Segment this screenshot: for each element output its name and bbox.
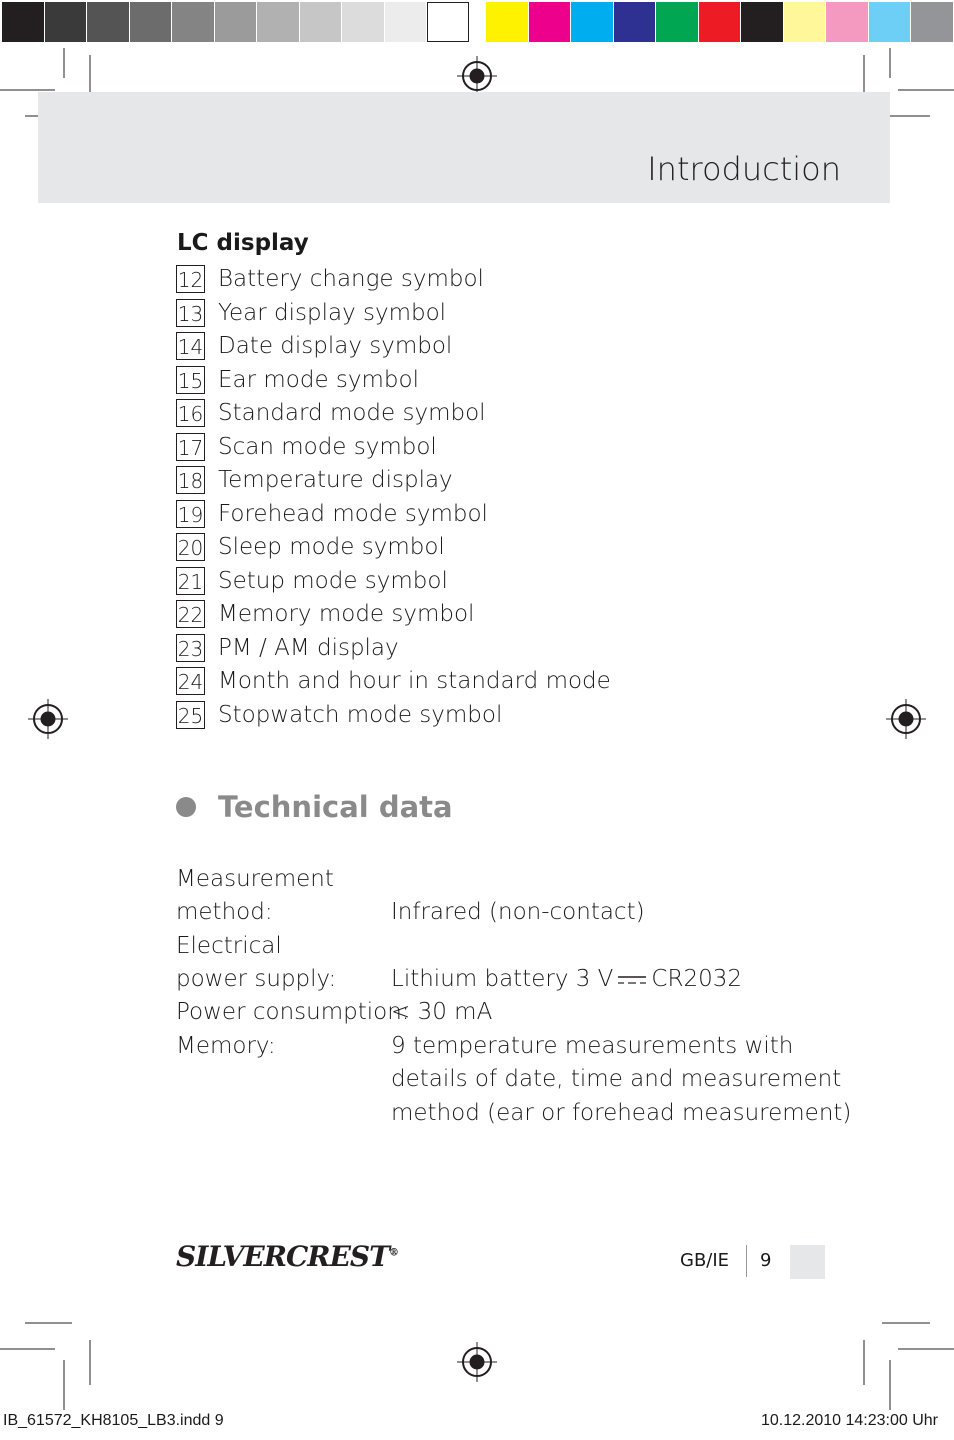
page-number: 9 [760, 1250, 772, 1271]
memory-value-line-3: method (ear or forehead measurement) [391, 1100, 852, 1126]
list-item [176, 465, 453, 495]
item-label: Ear mode symbol [218, 366, 419, 393]
brand-logo [176, 1240, 398, 1273]
list-item [176, 499, 488, 529]
item-number-box: 23 [176, 634, 205, 662]
list-item [176, 432, 437, 462]
dc-symbol-icon [617, 974, 647, 986]
item-label: Stopwatch mode symbol [218, 701, 503, 728]
registration-mark-top [457, 56, 497, 96]
item-label: Setup mode symbol [218, 567, 448, 594]
item-label: Sleep mode symbol [218, 534, 445, 560]
list-item [176, 298, 446, 328]
trademark-symbol: ® [388, 1247, 398, 1259]
power-label-1: Electrical [176, 933, 282, 959]
measurement-label-1: Measurement [176, 866, 334, 892]
item-label: Date display symbol [218, 333, 453, 359]
list-item [176, 666, 611, 696]
page-title: Introduction [647, 150, 841, 188]
item-label: Year display symbol [218, 299, 447, 326]
list-item [176, 633, 399, 663]
item-number-box: 20 [176, 533, 205, 561]
list-item [176, 398, 486, 428]
list-item [176, 599, 474, 629]
power-value-battery: Lithium battery 3 V [391, 966, 614, 992]
footer-language: GB/IE [680, 1250, 730, 1271]
item-number-box: 25 [176, 701, 205, 729]
list-item [176, 365, 419, 395]
lc-display-heading: LC display [177, 230, 309, 256]
item-number-box: 19 [176, 500, 205, 528]
item-number-box: 22 [176, 600, 205, 628]
item-label: Battery change symbol [218, 266, 484, 292]
list-item [176, 566, 448, 596]
consumption-label: Power consumption: [176, 999, 410, 1025]
item-number-box: 17 [176, 433, 205, 461]
registration-mark-left [28, 699, 68, 739]
list-item [176, 331, 452, 361]
slug-filename: IB_61572_KH8105_LB3.indd 9 [3, 1412, 224, 1429]
item-label: PM / AM display [218, 634, 399, 661]
item-label: Temperature display [218, 467, 453, 493]
power-value-model: CR2032 [651, 966, 742, 992]
item-label: Forehead mode symbol [218, 500, 488, 527]
item-number-box: 13 [176, 299, 205, 327]
technical-data-heading [176, 790, 453, 824]
item-label: Month and hour in standard mode [218, 668, 611, 694]
footer-tab-box [790, 1245, 825, 1279]
memory-label: Memory: [176, 1033, 276, 1059]
power-label-2: power supply: [176, 966, 337, 992]
registration-mark-right [886, 699, 926, 739]
measurement-value: Infrared (non-contact) [391, 899, 645, 925]
registration-mark-bottom [457, 1342, 497, 1382]
item-number-box: 15 [176, 366, 205, 394]
measurement-label-2: method: [176, 899, 273, 925]
item-number-box: 21 [176, 567, 205, 595]
item-number-box: 18 [176, 466, 205, 494]
item-label: Memory mode symbol [218, 601, 475, 627]
list-item [176, 700, 502, 730]
item-number-box: 24 [176, 667, 205, 695]
brand-name: SILVERCREST [176, 1240, 389, 1273]
memory-value-line-2: details of date, time and measurement [391, 1066, 842, 1092]
list-item [176, 532, 445, 562]
item-number-box: 16 [176, 399, 205, 427]
footer-divider [746, 1245, 747, 1277]
power-value [391, 963, 742, 996]
item-label: Scan mode symbol [218, 433, 437, 460]
item-number-box: 12 [176, 265, 205, 293]
item-label: Standard mode symbol [218, 400, 486, 426]
bullet-icon [176, 797, 196, 817]
item-number-box: 14 [176, 332, 205, 360]
list-item [176, 264, 484, 294]
consumption-value: < 30 mA [391, 999, 493, 1025]
slug-datetime: 10.12.2010 14:23:00 Uhr [760, 1412, 938, 1429]
memory-value-line-1: 9 temperature measurements with [391, 1033, 794, 1059]
technical-data-title: Technical data [218, 790, 453, 824]
